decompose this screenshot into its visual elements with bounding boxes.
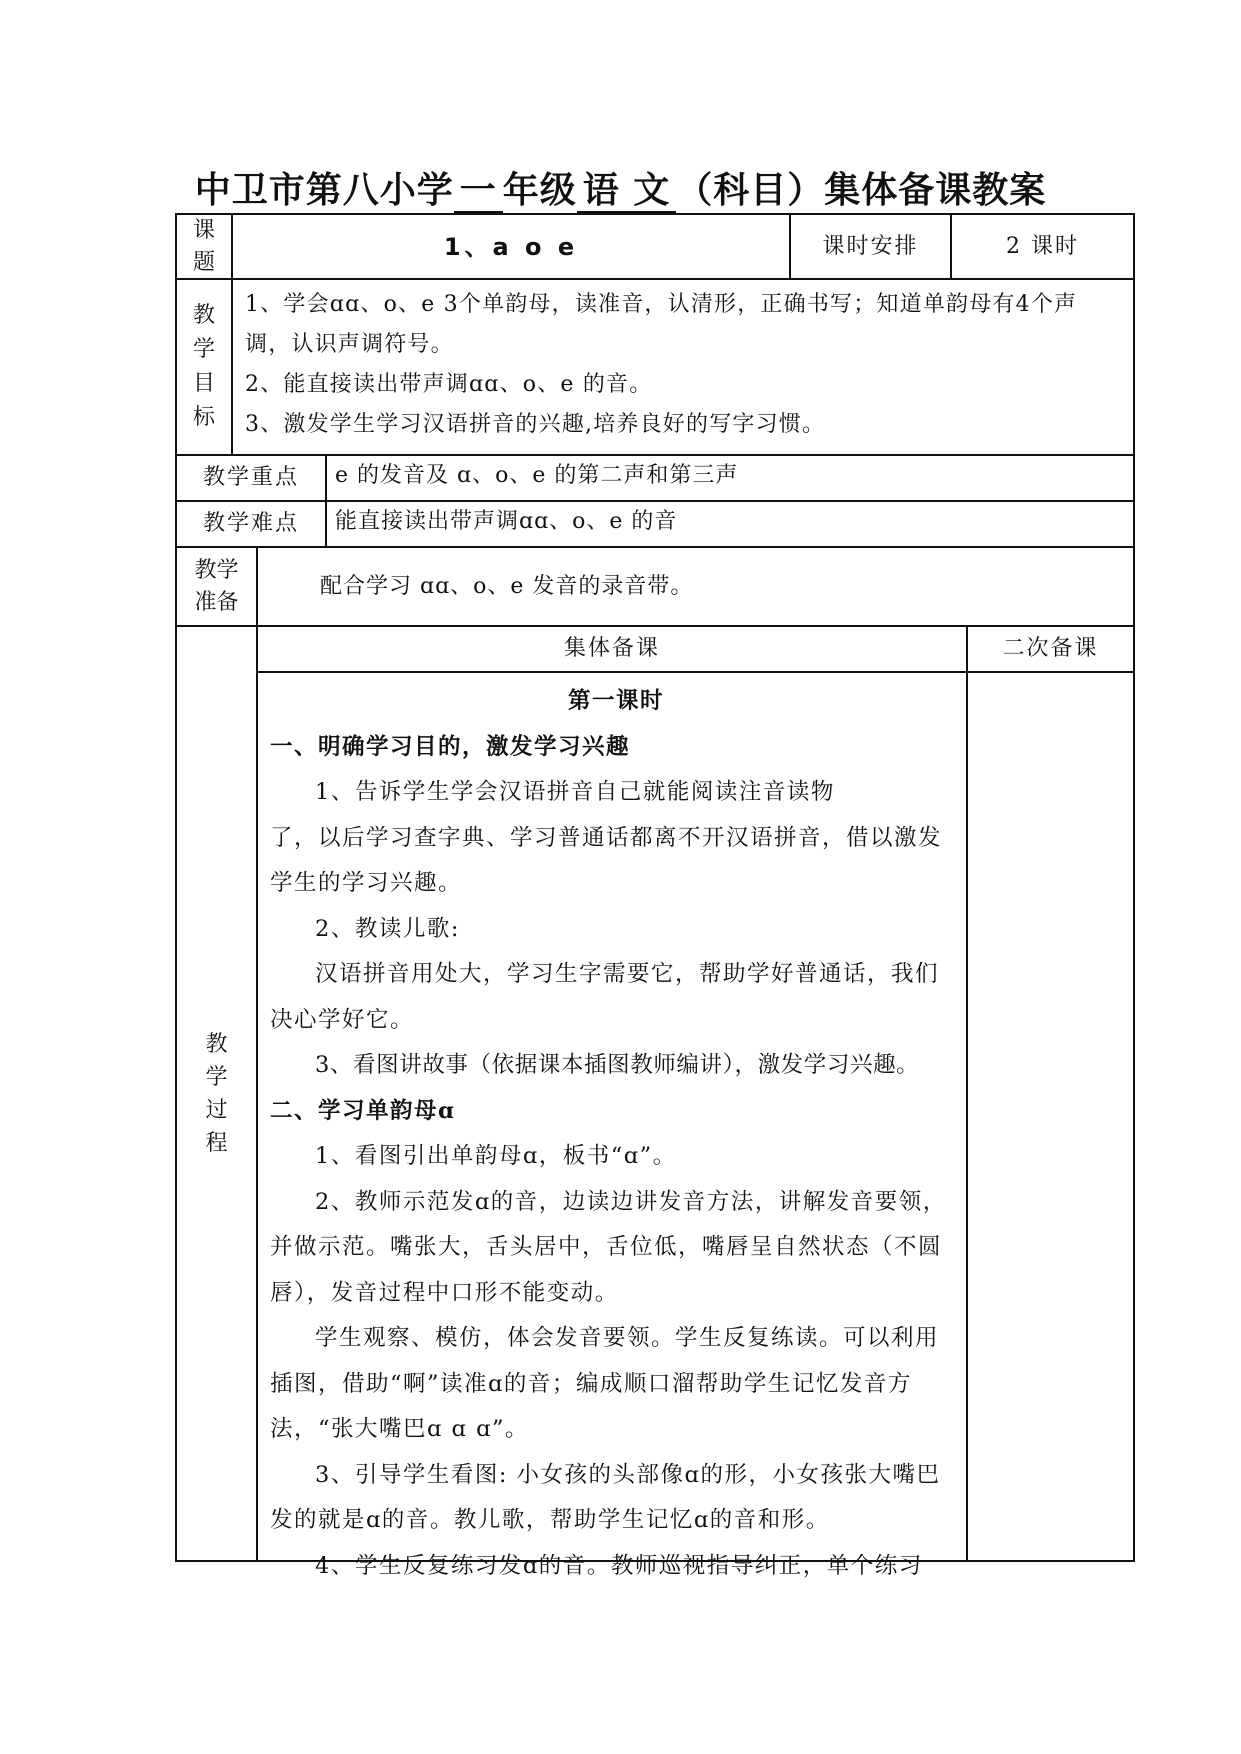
lesson-line: 4、学生反复练习发ɑ的音。教师巡视指导纠正，单个练习 xyxy=(315,1552,923,1579)
lesson-line: 唇），发音过程中口形不能变动。 xyxy=(270,1279,619,1306)
lesson-line: 并做示范。嘴张大，舌头居中，舌位低，嘴唇呈自然状态（不圆 xyxy=(270,1234,943,1260)
schedule-value: 2 课时 xyxy=(1006,233,1079,259)
goals-content xyxy=(245,285,1131,453)
lesson-line: 2、教读儿歌: xyxy=(315,915,460,942)
title-grade: 一 xyxy=(454,171,503,213)
lesson-content xyxy=(270,679,962,1579)
difficult-point-label: 教学难点 xyxy=(202,511,299,536)
title-subject: 语 文 xyxy=(577,171,677,213)
process-label: 教 学 过 程 xyxy=(205,1031,228,1156)
goal-line: 2、能直接读出带声调ɑɑ、o、e 的音。 xyxy=(245,372,653,397)
lesson-line: 3、引导学生看图: 小女孩的头部像ɑ的形，小女孩张大嘴巴 xyxy=(315,1461,941,1488)
topic-value: 1、a o e xyxy=(443,232,579,261)
schedule-label: 课时安排 xyxy=(822,233,919,259)
second-prep-header: 二次备课 xyxy=(1002,636,1099,661)
title-prefix: 中卫市第八小学 xyxy=(194,169,454,211)
goal-line: 1、学会ɑɑ、o、e 3个单韵母，读准音，认清形，正确书写；知道单韵母有4个声 xyxy=(245,292,1078,317)
key-point-value: e 的发音及 ɑ、o、e 的第二声和第三声 xyxy=(335,463,739,488)
lesson-line: 1、看图引出单韵母ɑ，板书“ɑ”。 xyxy=(315,1143,677,1169)
lesson-line: 一、明确学习目的，激发学习兴趣 xyxy=(270,733,631,760)
lesson-line: 了，以后学习查字典、学习普通话都离不开汉语拼音，借以激发 xyxy=(270,824,943,851)
lesson-line: 汉语拼音用处大，学习生字需要它，帮助学好普通话，我们 xyxy=(315,961,940,987)
prep-value: 配合学习 ɑɑ、o、e 发音的录音带。 xyxy=(320,573,694,599)
lesson-line: 3、看图讲故事（依据课本插图教师编讲），激发学习兴趣。 xyxy=(315,1052,920,1078)
lesson-line: 学生的学习兴趣。 xyxy=(270,870,463,896)
lesson-line: 决心学好它。 xyxy=(270,1006,415,1033)
lesson-line: 2、教师示范发ɑ的音，边读边讲发音方法，讲解发音要领， xyxy=(315,1188,947,1215)
lesson-line: 1、告诉学生学会汉语拼音自己就能阅读注音读物 xyxy=(315,779,835,805)
goals-label: 教 学 目 标 xyxy=(192,303,215,430)
lesson-line: 插图，借助“啊”读准ɑ的音；编成顺口溜帮助学生记忆发音方 xyxy=(270,1370,912,1397)
collective-prep-header: 集体备课 xyxy=(563,636,660,661)
title-suffix: （科目）集体备课教案 xyxy=(676,169,1047,211)
goal-line: 调，认识声调符号。 xyxy=(245,332,454,357)
title-grade-suffix: 年级 xyxy=(502,169,577,211)
lesson-line: 学生观察、模仿，体会发音要领。学生反复练读。可以利用 xyxy=(315,1325,940,1351)
lesson-title: 第一课时 xyxy=(567,688,664,714)
page-title xyxy=(0,162,1241,213)
key-point-label: 教学重点 xyxy=(202,465,299,490)
lesson-line: 二、学习单韵母ɑ xyxy=(270,1097,456,1124)
lesson-line: 发的就是ɑ的音。教儿歌，帮助学生记忆ɑ的音和形。 xyxy=(270,1507,830,1533)
prep-label: 教学 准备 xyxy=(194,557,239,615)
topic-label: 课 题 xyxy=(192,217,215,275)
lesson-line: 法，“张大嘴巴ɑ ɑ ɑ”。 xyxy=(270,1416,530,1442)
goal-line: 3、激发学生学习汉语拼音的兴趣,培养良好的写字习惯。 xyxy=(245,412,826,437)
difficult-point-value: 能直接读出带声调ɑɑ、o、e 的音 xyxy=(335,509,678,534)
